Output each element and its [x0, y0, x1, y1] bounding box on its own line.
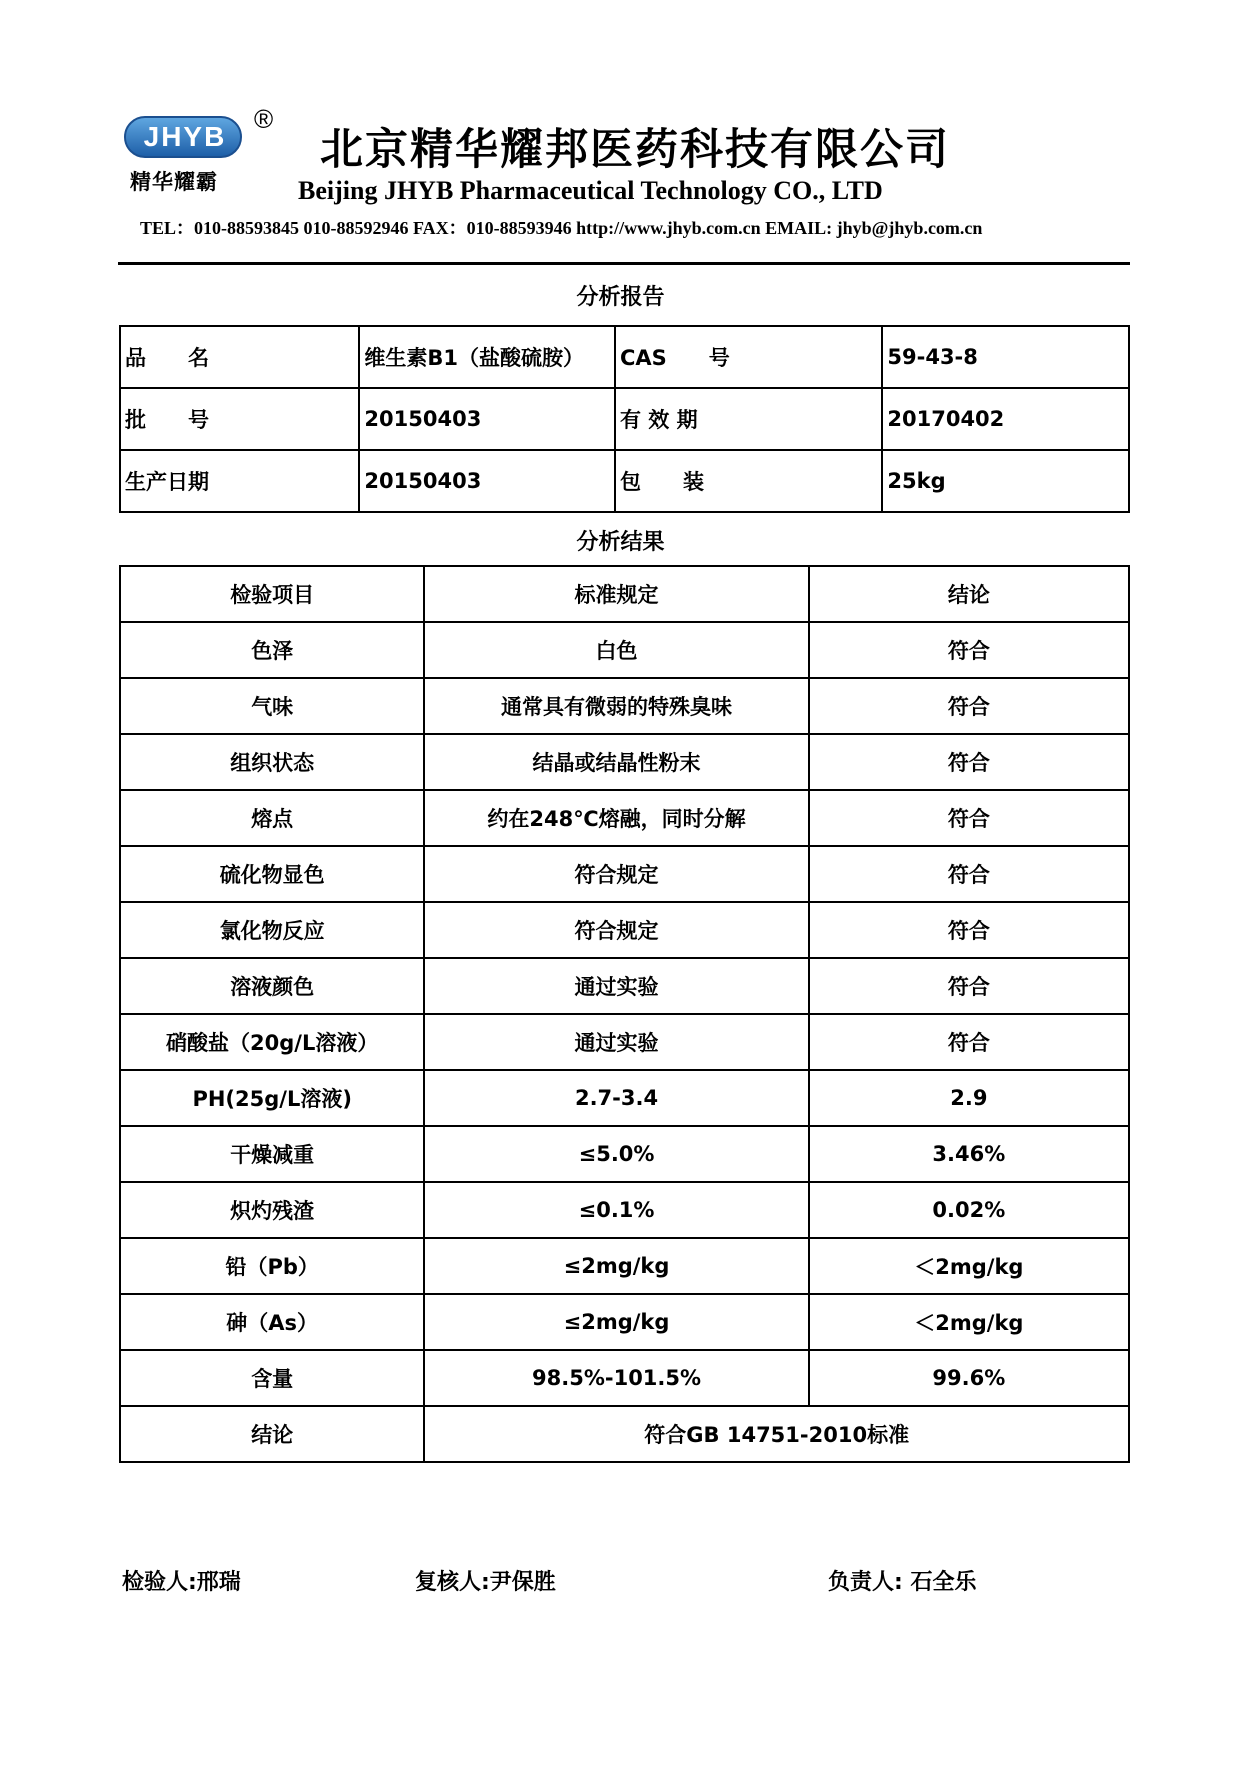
- test-item-cell: PH(25g/L溶液): [120, 1070, 424, 1126]
- standard-cell: 通常具有微弱的特殊臭味: [424, 678, 808, 734]
- standard-cell: 符合规定: [424, 846, 808, 902]
- column-header: 结论: [809, 566, 1129, 622]
- table-row: [120, 1238, 1129, 1294]
- table-row: [120, 622, 1129, 678]
- table-row: [120, 1014, 1129, 1070]
- header-divider: [118, 262, 1130, 265]
- result-cell: 符合: [809, 1014, 1129, 1070]
- conclusion-row: [120, 1406, 1129, 1462]
- table-row: [120, 326, 1129, 388]
- info-value: 20170402: [882, 388, 1129, 450]
- table-row: [120, 678, 1129, 734]
- conclusion-label: 结论: [120, 1406, 424, 1462]
- standard-cell: 2.7-3.4: [424, 1070, 808, 1126]
- info-label: 包 装: [615, 450, 882, 512]
- test-item-cell: 熔点: [120, 790, 424, 846]
- column-header: 检验项目: [120, 566, 424, 622]
- standard-cell: 符合规定: [424, 902, 808, 958]
- result-cell: 符合: [809, 678, 1129, 734]
- info-label: 生产日期: [120, 450, 359, 512]
- table-row: [120, 1182, 1129, 1238]
- table-row: [120, 450, 1129, 512]
- table-row: [120, 958, 1129, 1014]
- result-cell: 符合: [809, 958, 1129, 1014]
- table-row: [120, 902, 1129, 958]
- registered-mark: ®: [254, 104, 274, 134]
- company-logo: [118, 104, 274, 202]
- info-label: 批 号: [120, 388, 359, 450]
- standard-cell: 98.5%-101.5%: [424, 1350, 808, 1406]
- inspector-signature: 检验人:邢瑞: [122, 1570, 241, 1595]
- company-name-en: Beijing JHYB Pharmaceutical Technology CO., LTD: [298, 176, 883, 205]
- test-item-cell: 气味: [120, 678, 424, 734]
- standard-cell: ≤2mg/kg: [424, 1294, 808, 1350]
- result-cell: 2.9: [809, 1070, 1129, 1126]
- analysis-results-table: [119, 565, 1130, 1463]
- logo-badge: [124, 116, 242, 158]
- standard-cell: 白色: [424, 622, 808, 678]
- reviewer-signature: 复核人:尹保胜: [415, 1570, 556, 1595]
- info-label: 品 名: [120, 326, 359, 388]
- product-info-table: [119, 325, 1130, 513]
- standard-cell: 通过实验: [424, 1014, 808, 1070]
- result-cell: 99.6%: [809, 1350, 1129, 1406]
- test-item-cell: 硝酸盐（20g/L溶液）: [120, 1014, 424, 1070]
- test-item-cell: 溶液颜色: [120, 958, 424, 1014]
- test-item-cell: 含量: [120, 1350, 424, 1406]
- standard-cell: ≤0.1%: [424, 1182, 808, 1238]
- table-row: [120, 790, 1129, 846]
- result-cell: 0.02%: [809, 1182, 1129, 1238]
- test-item-cell: 铅（Pb）: [120, 1238, 424, 1294]
- results-title: 分析结果: [576, 530, 665, 555]
- test-item-cell: 氯化物反应: [120, 902, 424, 958]
- info-value: 维生素B1（盐酸硫胺）: [359, 326, 615, 388]
- column-header: 标准规定: [424, 566, 808, 622]
- report-title: 分析报告: [576, 285, 665, 310]
- standard-cell: ≤5.0%: [424, 1126, 808, 1182]
- standard-cell: 结晶或结晶性粉末: [424, 734, 808, 790]
- result-cell: 符合: [809, 734, 1129, 790]
- info-label: CAS 号: [615, 326, 882, 388]
- table-row: [120, 1070, 1129, 1126]
- table-row: [120, 388, 1129, 450]
- test-item-cell: 色泽: [120, 622, 424, 678]
- result-cell: 符合: [809, 790, 1129, 846]
- result-cell: 符合: [809, 846, 1129, 902]
- table-row: [120, 1350, 1129, 1406]
- contact-line: TEL：010-88593845 010-88592946 FAX：010-88593946 http://www.jhyb.com.cn EMAIL: jhyb@jhyb.com.cn: [140, 218, 983, 238]
- info-value: 20150403: [359, 450, 615, 512]
- test-item-cell: 砷（As）: [120, 1294, 424, 1350]
- info-value: 25kg: [882, 450, 1129, 512]
- info-label: 有 效 期: [615, 388, 882, 450]
- test-item-cell: 组织状态: [120, 734, 424, 790]
- result-cell: ＜2mg/kg: [809, 1238, 1129, 1294]
- company-name-cn: 北京精华耀邦医药科技有限公司: [320, 125, 950, 175]
- info-value: 59-43-8: [882, 326, 1129, 388]
- table-row: [120, 1294, 1129, 1350]
- standard-cell: 约在248℃熔融，同时分解: [424, 790, 808, 846]
- standard-cell: ≤2mg/kg: [424, 1238, 808, 1294]
- manager-signature: 负责人: 石全乐: [828, 1570, 977, 1595]
- result-cell: 3.46%: [809, 1126, 1129, 1182]
- test-item-cell: 炽灼残渣: [120, 1182, 424, 1238]
- info-value: 20150403: [359, 388, 615, 450]
- result-cell: 符合: [809, 622, 1129, 678]
- conclusion-value: 符合GB 14751-2010标准: [424, 1406, 1129, 1462]
- standard-cell: 通过实验: [424, 958, 808, 1014]
- test-item-cell: 干燥减重: [120, 1126, 424, 1182]
- logo-subtitle: 精华耀霸: [130, 170, 218, 194]
- table-row: [120, 1126, 1129, 1182]
- table-row: [120, 734, 1129, 790]
- logo-text: JHYB: [143, 121, 227, 152]
- test-item-cell: 硫化物显色: [120, 846, 424, 902]
- result-cell: 符合: [809, 902, 1129, 958]
- table-header-row: [120, 566, 1129, 622]
- result-cell: ＜2mg/kg: [809, 1294, 1129, 1350]
- table-row: [120, 846, 1129, 902]
